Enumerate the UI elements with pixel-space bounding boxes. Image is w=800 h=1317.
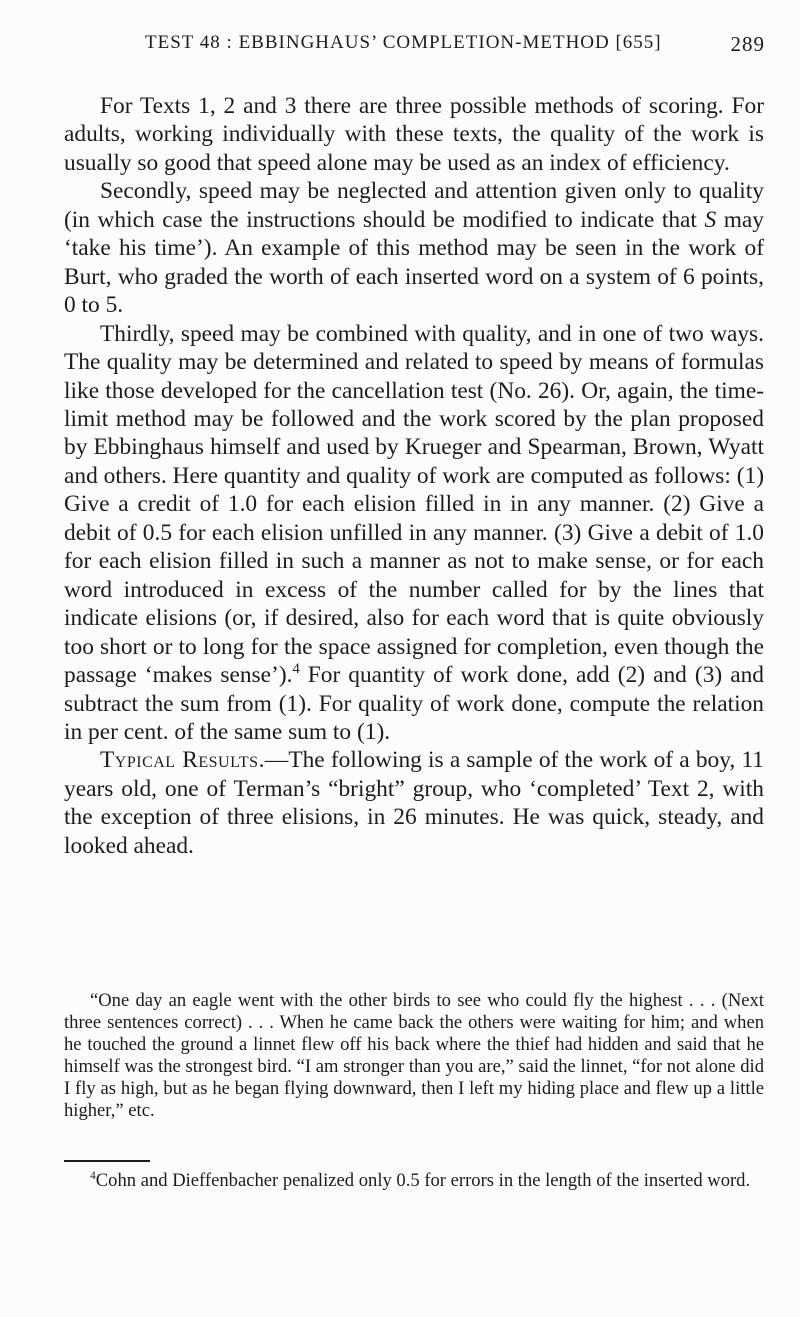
running-title-text: TEST 48 : EBBINGHAUS’ COMPLETION-METHOD <box>145 32 610 53</box>
paragraph-thirdly <box>64 320 764 747</box>
paragraph-secondly <box>64 177 764 319</box>
paragraph-scoring-methods <box>64 92 764 177</box>
footnote-text: Cohn and Dieffenbacher penalized only 0.5 for errors in the length of the inserted word. <box>95 1170 751 1191</box>
running-title <box>145 32 662 54</box>
footnote-paragraph <box>64 1170 764 1192</box>
quote-paragraph <box>64 990 764 1122</box>
paragraph-2-text-a: Secondly, speed may be neglected and attention given only to quality (in which case the instructions should be modified to indicate that <box>64 178 764 233</box>
paragraph-4-text: —The following is a sample of the work of a boy, 11 years old, one of Terman’s “bright” group, who ‘completed’ Text 2, with the exception of three elisions, in 26 minutes. He was quick, steady, and looked ahead. <box>64 747 764 859</box>
page-number: 289 <box>730 32 765 56</box>
paragraph-3-text-c: For quantity of work done, add (2) and (3) and subtract the sum from (1). For quality of work done, compute the relation in per cent. of the same sum to (1). <box>64 662 764 745</box>
paragraph-2-text-b: may ‘take his time’). An example of this method may be seen in the work of Burt, who graded the worth of each inserted word on a system of 6 points, 0 to 5. <box>64 206 764 319</box>
footnote-marker: 4 <box>90 1169 96 1182</box>
paragraph-1-text: For Texts 1, 2 and 3 there are three possible methods of scoring. For adults, working individually with these texts, the quality of the work is usually so good that speed alone may be used as an index of efficiency. <box>64 93 764 176</box>
running-head <box>145 32 765 58</box>
if-word: if <box>263 605 279 632</box>
quote-text: “One day an eagle went with the other birds to see who could fly the highest . . . (Next three sentences correct) . . . When he came back the others were waiting for him; and when he touched the ground a linnet flew off his back where the thief had hidden and said that he himself was the strongest bird. “I am stronger than you are,” said the linnet, “for not alone did I fly as high, but as he began flying downward, then I left my hiding place and flew up a little higher,” etc. <box>64 990 764 1121</box>
sample-quote <box>64 990 764 1122</box>
section-number: [655] <box>615 32 662 53</box>
paragraph-3-text-a: Thirdly, speed may be combined with quality, and in one of two ways. The quality may be determined and related to speed by means of formulas like those developed for the cancellation test (No. 26). Or, again, the time-limit method may be followed and the work scored by the plan proposed by Ebbinghaus himself and used by Krueger and Spearman, Brown, Wyatt and others. Here quantity and quality of work are computed as follows: (1) Give a credit of 1.0 for each elision filled in in any manner. (2) Give a debit of 0.5 for each elision unfilled in any manner. (3) Give a debit of 1.0 for each elision filled in such a manner as not to make sense, or for each word introduced in excess of the number called for by the lines that indicate elisions (or, <box>64 320 764 632</box>
footnote <box>64 1170 764 1192</box>
footnote-rule <box>64 1160 150 1162</box>
subject-symbol: S <box>704 206 717 233</box>
paragraph-typical-results <box>64 746 764 860</box>
body-text <box>64 92 764 860</box>
footnote-reference: 4 <box>292 661 300 678</box>
typical-results-heading: Typical Results. <box>100 747 265 774</box>
paragraph-3-text-b: desired, also for each word that is quite obviously too short or to long for the space assigned for completion, even though the passage ‘makes sense’). <box>64 605 764 689</box>
